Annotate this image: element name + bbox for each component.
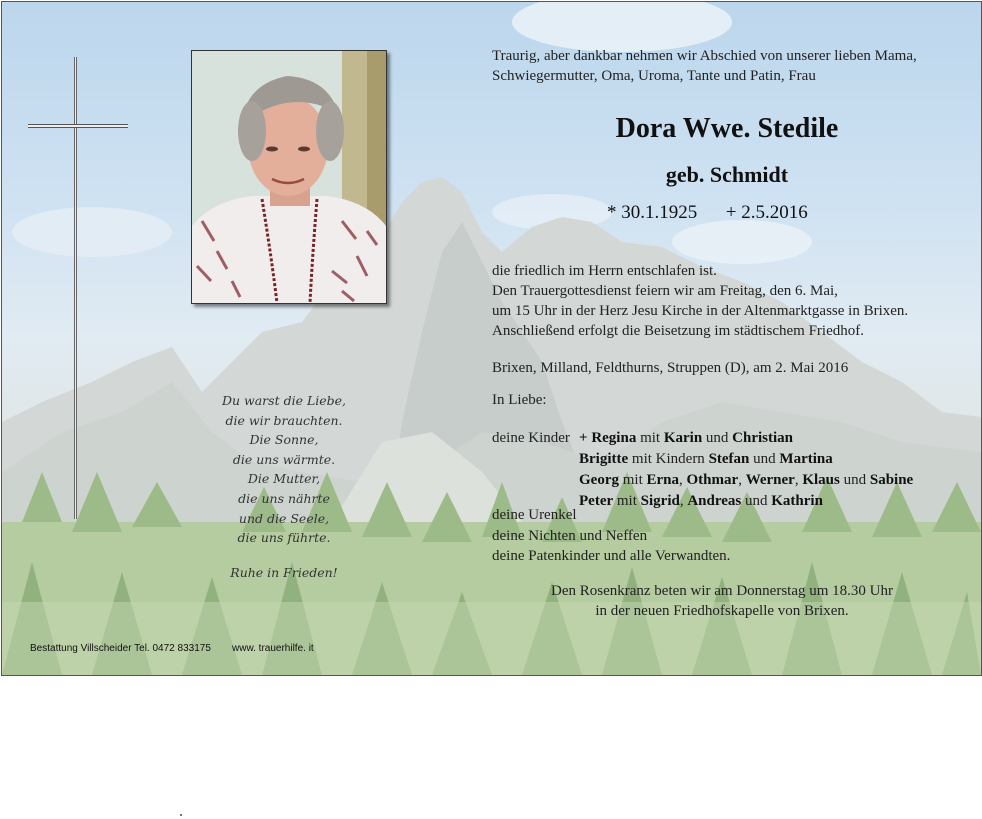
website-link[interactable]: www. trauerhilfe. it — [232, 643, 314, 654]
relatives-line: deine Patenkinder und alle Verwandten. — [492, 548, 731, 564]
family-name: Werner — [745, 472, 795, 488]
in-love-label: In Liebe: — [492, 392, 547, 408]
family-name: Klaus — [802, 472, 840, 488]
family-name: Christian — [732, 430, 794, 446]
birth-name: geb. Schmidt — [665, 162, 789, 187]
poem-line: die wir brauchten. — [225, 412, 343, 428]
child-name: Brigitte — [579, 451, 629, 467]
poem-line: die uns führte. — [237, 530, 331, 546]
family-name: Kathrin — [771, 493, 823, 509]
poem-line: Die Sonne, — [249, 432, 319, 448]
poem-line: die uns nährte — [238, 490, 330, 506]
passing-line: um 15 Uhr in der Herz Jesu Kirche in der Altenmarktgasse in Brixen. — [492, 303, 909, 319]
poem-line: Die Mutter, — [247, 471, 321, 487]
relatives-line: deine Nichten und Neffen — [492, 527, 648, 544]
undertaker-contact: Bestattung Villscheider Tel. 0472 833175 — [30, 643, 211, 654]
family-name: Erna — [646, 472, 680, 488]
rosary-line: Den Rosenkranz beten wir am Donnerstag um 18.30 Uhr — [551, 583, 893, 599]
child-name: Peter — [579, 493, 614, 509]
intro-text: Traurig, aber dankbar nehmen wir Abschied von unserer lieben Mama, Schwiegermutter, Oma, Uroma, Tante und Patin, Frau — [492, 48, 917, 84]
family-name: Andreas — [687, 493, 742, 509]
deceased-name: Dora Wwe. Stedile — [615, 113, 839, 144]
child-name: Regina — [591, 430, 637, 446]
memorial-poem — [194, 391, 374, 548]
death-date: + 2.5.2016 — [725, 202, 808, 223]
family-name: Martina — [779, 451, 833, 467]
rosary-line: in der neuen Friedhofskapelle von Brixen. — [595, 603, 849, 619]
birth-date: * 30.1.1925 — [607, 202, 698, 223]
obituary-notice: Traurig, aber dankbar nehmen wir Abschied von unserer lieben Mama, Schwiegermutter, Oma, Uroma, Tante und Patin, Frau Dora Wwe. Stedile geb. Schmidt * 30.1.1925 + 2.5.2016 die friedlich im Herrn entschlafen ist. Den Trauergottesdienst feiern wir am Freitag, den 6. Mai, um 15 Uhr in der Herz Jesu Kirche in der Altenmarktgasse in Brixen. Anschließend erfolgt die Beisetzung im städtischem Friedhof. Brixen, Milland, Feldthurns, Struppen (D), am 2. Mai 2016 In Liebe: deine Kinder + Regina mit Karin und Christian Brigitte mit Kindern Stefan und Martina Georg mit Erna, Othmar, Werner, Klaus und Sabine Peter mit Sigrid, Andreas und Kathrin deine Urenkel deine Nichten und Neffen deine Patenkinder und alle Verwandten. Den Rosenkranz beten wir am Donnerstag um 18.30 Uhr in der neuen Friedhofskapelle von Brixen. Du warst die Liebe, die wir brauchten. Die Sonne, die uns wärmte. Die Mutter, die uns nährte und die Seele, die uns führte. Ruhe in Frieden! Bestattung Villscheider Tel. 0472 833175 www. trauerhilfe. it — [1, 1, 982, 676]
poem-line: die uns wärmte. — [232, 451, 336, 467]
poem-line: und die Seele, — [238, 510, 330, 526]
relatives-list — [492, 505, 730, 567]
passing-line: Den Trauergottesdienst feiern wir am Freitag, den 6. Mai, — [492, 283, 838, 299]
passing-line: die friedlich im Herrn entschlafen ist. — [492, 263, 717, 279]
life-dates — [607, 202, 808, 224]
passing-line: Anschließend erfolgt die Beisetzung im städtischem Friedhof. — [492, 323, 864, 339]
family-name: Sabine — [869, 472, 914, 488]
passing-paragraph — [492, 261, 972, 341]
stray-dot — [180, 814, 182, 816]
family-name: Sigrid — [640, 493, 680, 509]
family-name: Stefan — [708, 451, 750, 467]
child-name: Georg — [579, 472, 619, 488]
family-name: Karin — [663, 430, 703, 446]
portrait-photo — [191, 50, 387, 304]
family-name: Othmar — [686, 472, 739, 488]
relatives-line: deine Urenkel — [492, 507, 577, 523]
children-lead: deine Kinder — [492, 430, 570, 446]
place-date: Brixen, Milland, Feldthurns, Struppen (D), am 2. Mai 2016 — [492, 360, 849, 376]
rosary-announcement — [492, 581, 952, 621]
poem-line: Du warst die Liebe, — [221, 393, 347, 408]
rest-in-peace: Ruhe in Frieden! — [230, 565, 338, 580]
